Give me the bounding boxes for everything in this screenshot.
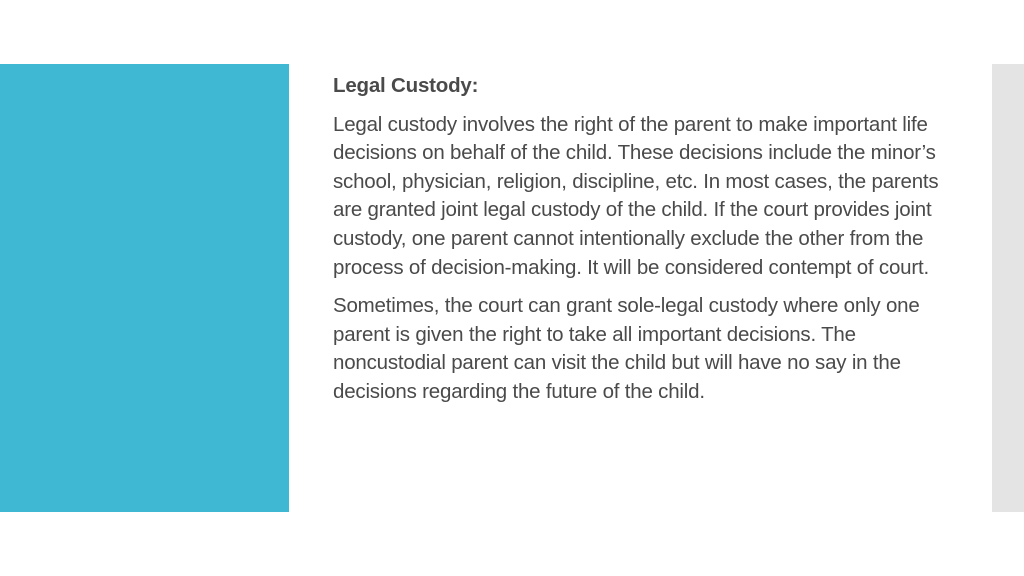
paragraph-legal-custody: Legal custody involves the right of the parent to make important life decisions on behalf of the child. These decisions include the minor’s school, physician, religion, discipline, etc. In most cases, the parents are granted joint legal custody of the child. If the court provides joint custody, one parent cannot intentionally exclude the other from the process of decision-making. It will be considered contempt of court. (333, 112, 939, 279)
slide-content (333, 72, 943, 417)
side-bar (992, 64, 1024, 512)
accent-block (0, 64, 289, 512)
slide-heading: Legal Custody: (333, 74, 479, 97)
paragraph-sole-custody: Sometimes, the court can grant sole-legal custody where only one parent is given the right to take all important decisions. The noncustodial parent can visit the child but will have no say in the decisions regarding the future of the child. (333, 294, 920, 403)
